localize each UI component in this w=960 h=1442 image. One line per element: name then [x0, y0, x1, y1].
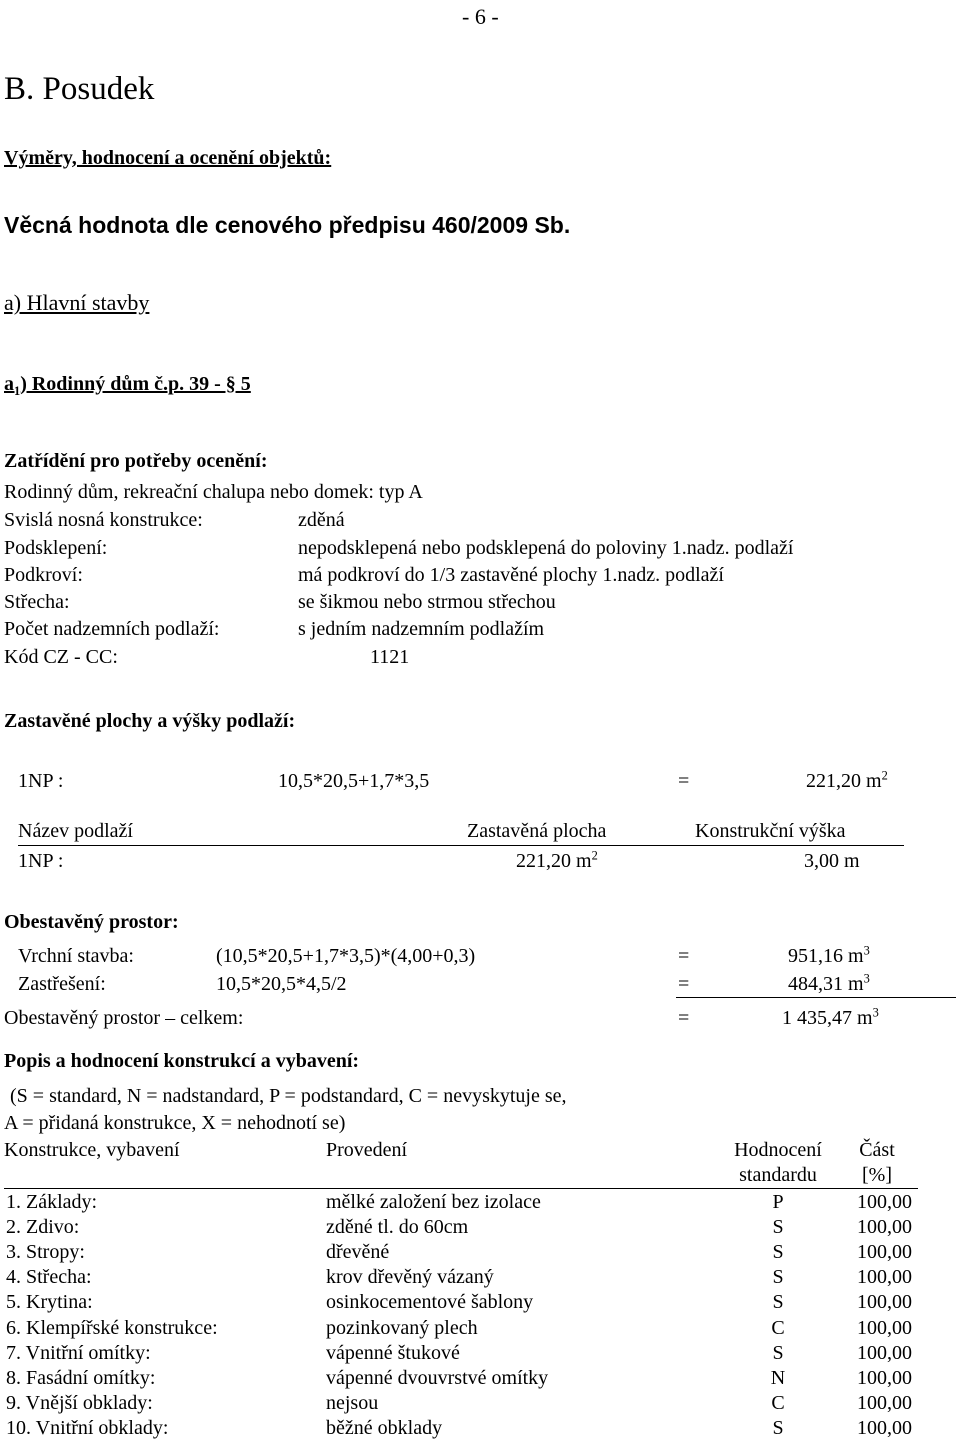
- zatrideni-label: Podsklepení:: [4, 537, 108, 559]
- row-cast: 100,00: [857, 1342, 912, 1364]
- kod-value: 1121: [370, 646, 410, 668]
- legend-line-2: A = přidaná konstrukce, X = nehodnotí se): [4, 1112, 346, 1134]
- row-cast: 100,00: [857, 1191, 912, 1213]
- row-provedeni: krov dřevěný vázaný: [326, 1266, 494, 1288]
- obestaveny-row-formula: 10,5*20,5*4,5/2: [216, 973, 347, 995]
- row-label: 1NP :: [18, 850, 64, 872]
- hlavni-stavby-heading: a) Hlavní stavby: [4, 290, 150, 315]
- calc-equals: =: [678, 770, 690, 792]
- calc-label: 1NP :: [18, 770, 64, 792]
- zatrideni-label: Počet nadzemních podlaží:: [4, 618, 220, 640]
- row-name: 7. Vnitřní omítky:: [6, 1342, 151, 1364]
- zatrideni-label: Podkroví:: [4, 564, 83, 586]
- row-provedeni: běžné obklady: [326, 1417, 443, 1439]
- row-hodnoceni: C: [771, 1317, 785, 1339]
- row-provedeni: vápenné dvouvrstvé omítky: [326, 1367, 549, 1389]
- row-cast: 100,00: [857, 1241, 912, 1263]
- zatrideni-label: Střecha:: [4, 591, 70, 613]
- obestaveny-row-value: 484,31 $m^3$: [788, 971, 870, 995]
- row-hodnoceni: S: [772, 1216, 784, 1238]
- row-provedeni: nejsou: [326, 1392, 379, 1414]
- row-name: 6. Klempířské konstrukce:: [6, 1317, 218, 1339]
- obestaveny-heading: Obestavěný prostor:: [4, 911, 179, 933]
- obestaveny-row-label: Zastřešení:: [18, 973, 106, 995]
- vymery-heading: Výměry, hodnocení a ocenění objektů:: [4, 147, 332, 169]
- zatrideni-value: s jedním nadzemním podlažím: [298, 618, 545, 640]
- section-title: B. Posudek: [4, 71, 155, 107]
- sum-divider: [676, 997, 956, 998]
- row-cast: 100,00: [857, 1266, 912, 1288]
- calc-formula: 10,5*20,5+1,7*3,5: [278, 770, 430, 792]
- obestaveny-total-value: 1 435,47 $m^3$: [782, 1005, 879, 1029]
- popis-divider: [4, 1188, 918, 1189]
- obestaveny-row-equals: =: [678, 973, 690, 995]
- col-vyska: Konstrukční výška: [695, 820, 846, 842]
- row-hodnoceni: P: [772, 1191, 784, 1213]
- row-name: 8. Fasádní omítky:: [6, 1367, 156, 1389]
- row-hodnoceni: N: [770, 1367, 786, 1389]
- row-provedeni: zděné tl. do 60cm: [326, 1216, 469, 1238]
- row-name: 4. Střecha:: [6, 1266, 92, 1288]
- row-hodnoceni: S: [772, 1241, 784, 1263]
- row-cast: 100,00: [857, 1291, 912, 1313]
- zatrideni-label: Svislá nosná konstrukce:: [4, 509, 203, 531]
- obestaveny-row-formula: (10,5*20,5+1,7*3,5)*(4,00+0,3): [216, 945, 476, 967]
- row-cast: 100,00: [857, 1317, 912, 1339]
- obestaveny-row-value: 951,16 $m^3$: [788, 943, 870, 967]
- object-heading: $a_1$) Rodinný dům č.p. 39 - § 5: [4, 373, 251, 398]
- zatrideni-value: se šikmou nebo strmou střechou: [298, 591, 556, 613]
- row-hodnoceni: S: [772, 1291, 784, 1313]
- col-cast-2: [%]: [862, 1164, 892, 1186]
- row-name: 9. Vnější obklady:: [6, 1392, 153, 1414]
- row-vyska: 3,00 m: [804, 850, 860, 872]
- row-cast: 100,00: [857, 1216, 912, 1238]
- popis-heading: Popis a hodnocení konstrukcí a vybavení:: [4, 1050, 360, 1072]
- col-hodnoceni: Hodnocení: [734, 1139, 822, 1161]
- row-hodnoceni: S: [772, 1342, 784, 1364]
- calc-result: 221,20 $m^2$: [806, 768, 888, 792]
- vecna-hodnota-heading: Věcná hodnota dle cenového předpisu 460/2009 Sb.: [4, 212, 571, 238]
- row-name: 1. Základy:: [6, 1191, 98, 1213]
- col-konstrukce: Konstrukce, vybavení: [4, 1139, 180, 1161]
- legend-line-1: (S = standard, N = nadstandard, P = podstandard, C = nevyskytuje se,: [10, 1085, 567, 1107]
- row-name: 10. Vnitřní obklady:: [6, 1417, 169, 1439]
- col-provedeni: Provedení: [326, 1139, 408, 1161]
- kod-label: Kód CZ - CC:: [4, 646, 118, 668]
- col-hodnoceni-2: standardu: [739, 1164, 817, 1186]
- row-hodnoceni: C: [771, 1392, 785, 1414]
- obestaveny-row-equals: =: [678, 945, 690, 967]
- zatrideni-value: nepodsklepená nebo podsklepená do poloviny 1.nadz. podlaží: [298, 537, 794, 559]
- row-name: 2. Zdivo:: [6, 1216, 80, 1238]
- table-divider: [18, 845, 904, 846]
- row-provedeni: mělké založení bez izolace: [326, 1191, 541, 1213]
- row-provedeni: vápenné štukové: [326, 1342, 460, 1364]
- zastavene-heading: Zastavěné plochy a výšky podlaží:: [4, 710, 296, 732]
- zatrideni-value: zděná: [298, 509, 345, 531]
- col-nazev: Název podlaží: [18, 820, 133, 842]
- obestaveny-row-label: Vrchní stavba:: [18, 945, 134, 967]
- row-provedeni: osinkocementové šablony: [326, 1291, 534, 1313]
- zatrideni-type: Rodinný dům, rekreační chalupa nebo domek: typ A: [4, 481, 423, 503]
- row-cast: 100,00: [857, 1392, 912, 1414]
- row-name: 5. Krytina:: [6, 1291, 93, 1313]
- obestaveny-total-equals: =: [678, 1007, 690, 1029]
- row-name: 3. Stropy:: [6, 1241, 85, 1263]
- row-plocha: 221,20 $m^2$: [516, 848, 598, 872]
- zatrideni-heading: Zatřídění pro potřeby ocenění:: [4, 450, 268, 472]
- page-number: - 6 -: [462, 4, 499, 29]
- col-plocha: Zastavěná plocha: [467, 820, 607, 842]
- col-cast: Část: [859, 1139, 895, 1161]
- row-provedeni: dřevěné: [326, 1241, 390, 1263]
- row-hodnoceni: S: [772, 1417, 784, 1439]
- obestaveny-total-label: Obestavěný prostor – celkem:: [4, 1007, 244, 1029]
- row-cast: 100,00: [857, 1367, 912, 1389]
- row-cast: 100,00: [857, 1417, 912, 1439]
- row-provedeni: pozinkovaný plech: [326, 1317, 478, 1339]
- row-hodnoceni: S: [772, 1266, 784, 1288]
- zatrideni-value: má podkroví do 1/3 zastavěné plochy 1.nadz. podlaží: [298, 564, 724, 586]
